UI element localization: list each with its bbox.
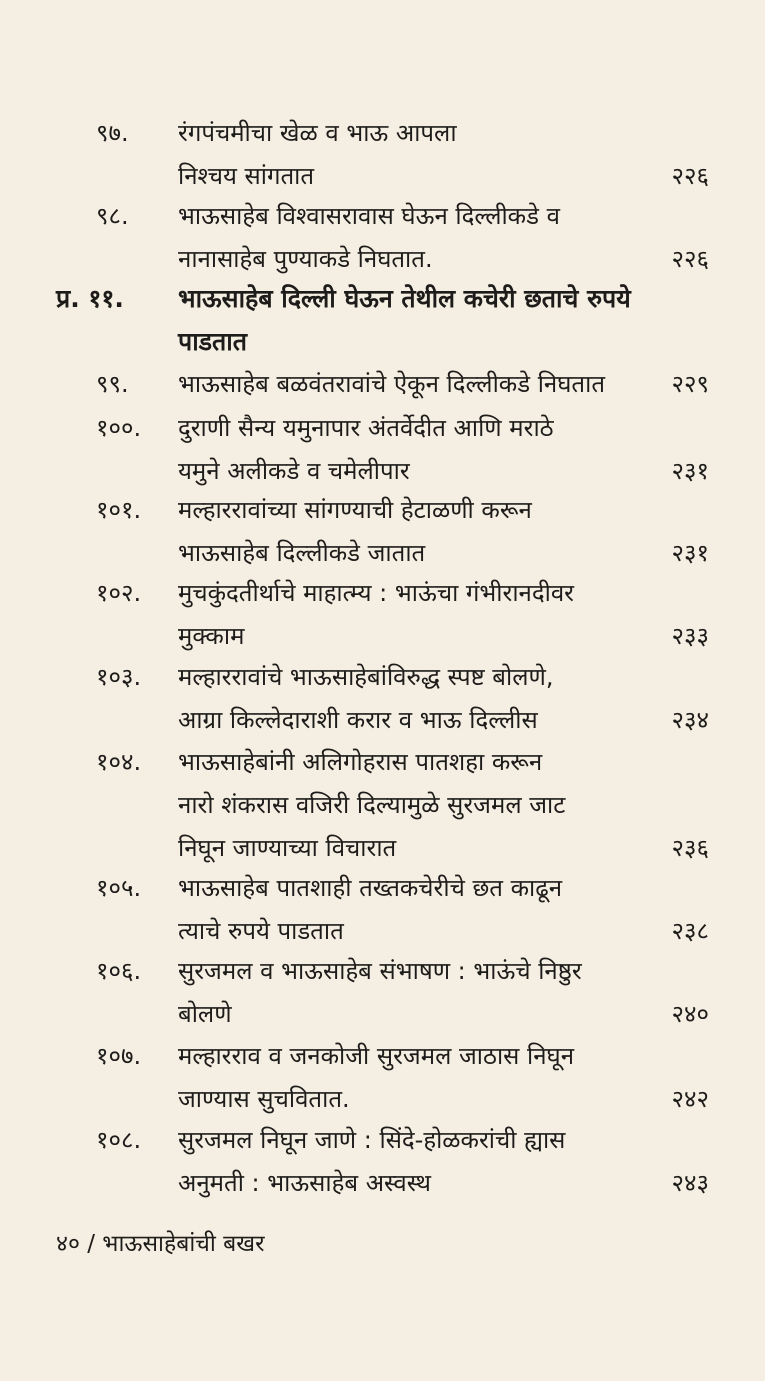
chapter-number: प्र. ११. (56, 284, 124, 313)
entry-title-line: भाऊसाहेब दिल्लीकडे जातात (178, 539, 426, 567)
entry-number: ९९. (96, 370, 129, 398)
entry-page-number: २३३ (671, 622, 709, 650)
entry-title-line: रंगपंचमीचा खेळ व भाऊ आपला (178, 119, 457, 147)
entry-title-line: मल्हाररावांचे भाऊसाहेबांविरुद्ध स्पष्ट बोलणे, (178, 663, 554, 691)
entry-number: १०८. (96, 1126, 142, 1154)
entry-title-line: आग्रा किल्लेदाराशी करार व भाऊ दिल्लीस (178, 706, 538, 734)
entry-title-line: भाऊसाहेब पातशाही तख्तकचेरीचे छत काढून (178, 874, 563, 902)
entry-page-number: २२६ (671, 162, 709, 190)
entry-title-line: भाऊसाहेबांनी अलिगोहरास पातशहा करून (178, 748, 543, 776)
entry-number: १००. (96, 414, 142, 442)
page-footer: ४० / भाऊसाहेबांची बखर (56, 1231, 265, 1257)
chapter-title-line: भाऊसाहेब दिल्ली घेऊन तेथील कचेरी छताचे रुपये (178, 284, 631, 313)
entry-title-line: मुचकुंदतीर्थाचे माहात्म्य : भाऊंचा गंभीरानदीवर (178, 579, 574, 607)
entry-page-number: २४३ (671, 1169, 709, 1197)
entry-number: १०३. (96, 663, 142, 691)
entry-page-number: २२९ (671, 370, 709, 398)
entry-title-line: मल्हाररावांच्या सांगण्याची हेटाळणी करून (178, 496, 532, 524)
entry-title-line: यमुने अलीकडे व चमेलीपार (178, 457, 410, 485)
entry-page-number: २२६ (671, 245, 709, 273)
entry-number: ९८. (96, 202, 129, 230)
entry-title-line: दुराणी सैन्य यमुनापार अंतर्वेदीत आणि मराठे (178, 414, 554, 442)
entry-title-line: अनुमती : भाऊसाहेब अस्वस्थ (178, 1169, 431, 1197)
entry-title-line: नानासाहेब पुण्याकडे निघतात. (178, 245, 433, 273)
entry-title-line: निघून जाण्याच्या विचारात (178, 834, 397, 862)
entry-page-number: २३६ (671, 834, 709, 862)
entry-title-line: सुरजमल व भाऊसाहेब संभाषण : भाऊंचे निष्ठुर (178, 957, 582, 985)
entry-number: १०२. (96, 579, 142, 607)
chapter-title-line: पाडतात (178, 327, 248, 356)
entry-title-line: सुरजमल निघून जाणे : सिंदे-होळकरांची ह्यास (178, 1126, 566, 1154)
entry-page-number: २३१ (671, 457, 709, 485)
entry-number: ९७. (96, 119, 129, 147)
entry-title-line: नारो शंकरास वजिरी दिल्यामुळे सुरजमल जाट (178, 791, 566, 819)
entry-title-line: बोलणे (178, 1000, 232, 1028)
entry-page-number: २४० (671, 1000, 709, 1028)
entry-page-number: २३४ (671, 706, 709, 734)
entry-title-line: मुक्काम (178, 622, 245, 650)
entry-title-line: निश्चय सांगतात (178, 162, 315, 190)
entry-title-line: जाण्यास सुचवितात. (178, 1085, 350, 1113)
entry-title-line: भाऊसाहेब बळवंतरावांचे ऐकून दिल्लीकडे निघतात (178, 370, 605, 398)
entry-number: १०७. (96, 1042, 142, 1070)
entry-number: १०६. (96, 957, 142, 985)
entry-title-line: त्याचे रुपये पाडतात (178, 917, 344, 945)
entry-page-number: २३८ (671, 917, 709, 945)
entry-number: १०४. (96, 748, 142, 776)
entry-number: १०१. (96, 496, 142, 524)
entry-title-line: भाऊसाहेब विश्वासरावास घेऊन दिल्लीकडे व (178, 202, 560, 230)
entry-number: १०५. (96, 874, 142, 902)
entry-title-line: मल्हारराव व जनकोजी सुरजमल जाठास निघून (178, 1042, 575, 1070)
entry-page-number: २४२ (671, 1085, 709, 1113)
entry-page-number: २३१ (671, 539, 709, 567)
